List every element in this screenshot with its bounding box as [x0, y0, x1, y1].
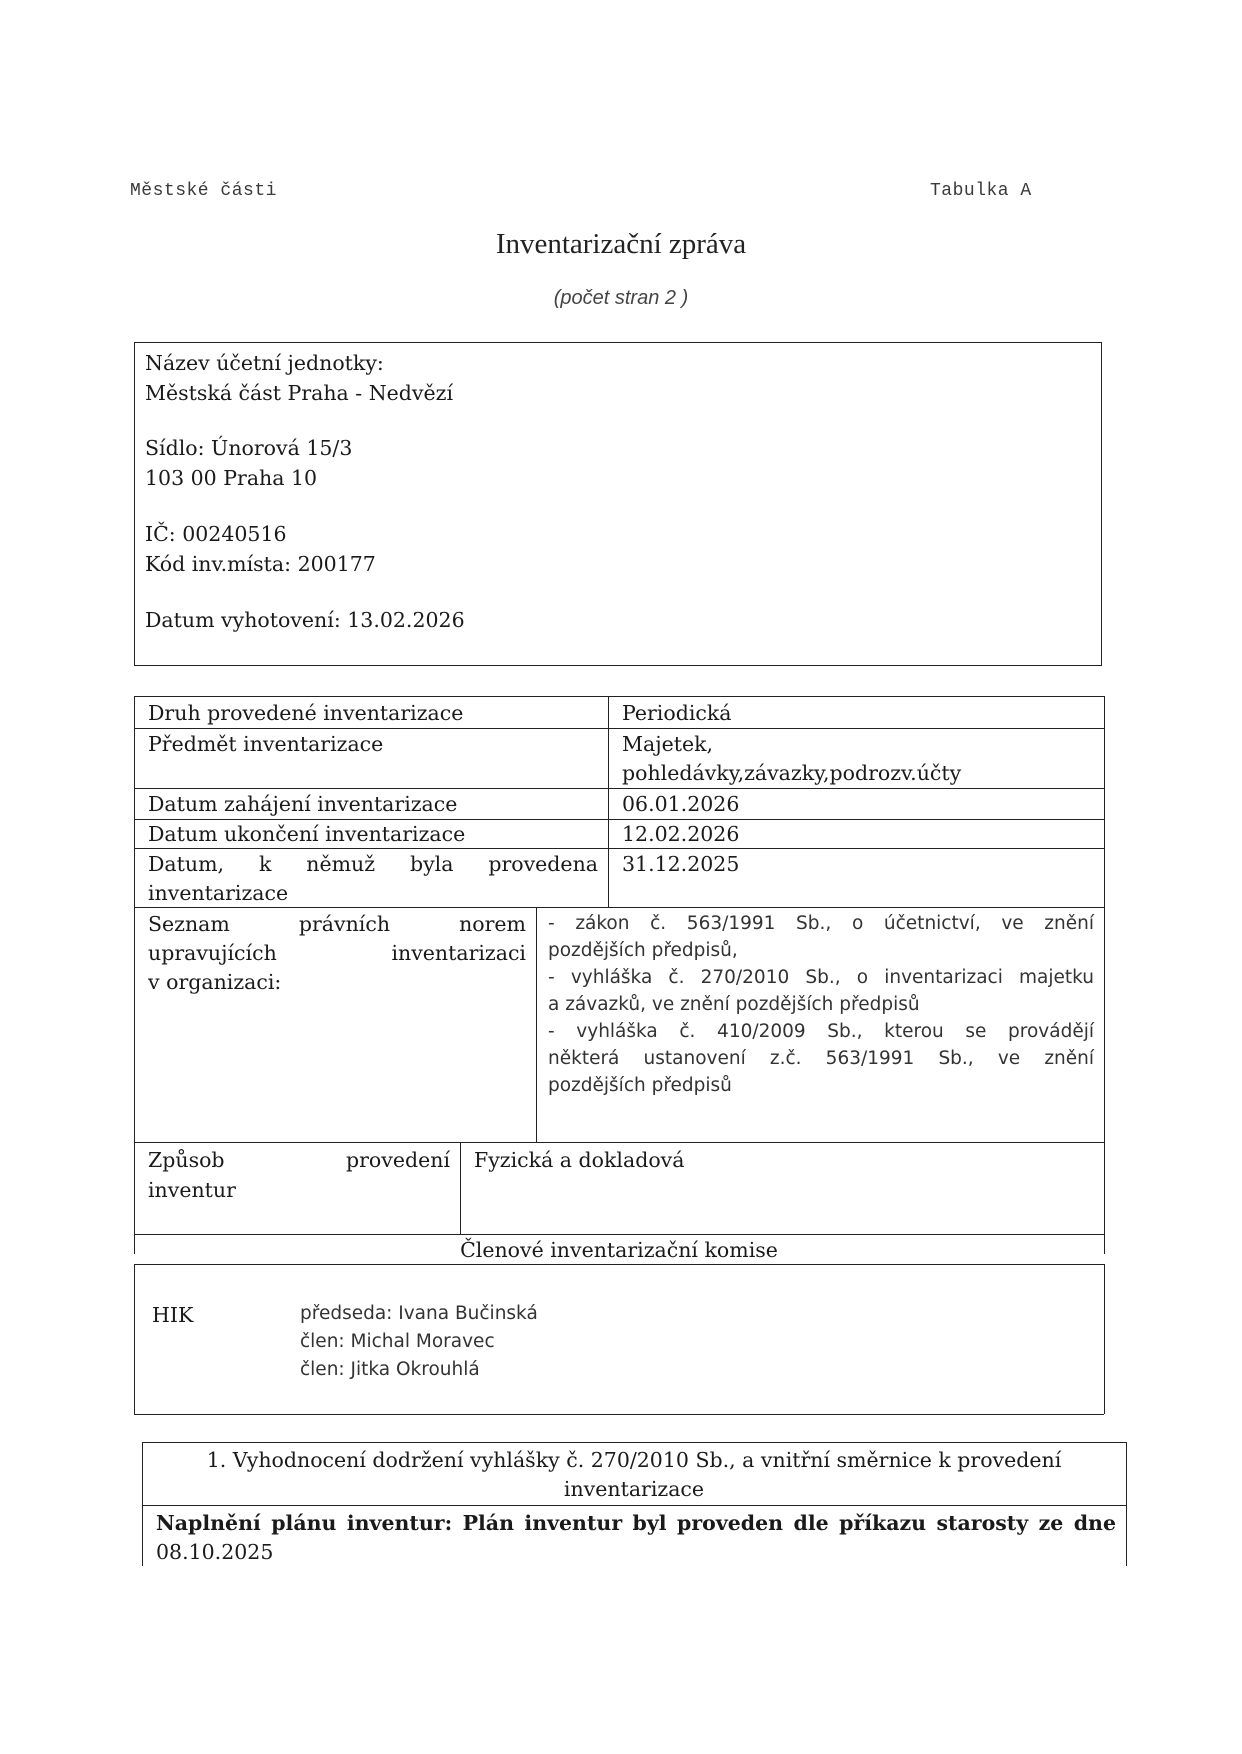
- unit-address-line1: Sídlo: Únorová 15/3: [145, 436, 353, 460]
- section-rule: [142, 1505, 1126, 1506]
- end-value: 12.02.2026: [622, 822, 740, 846]
- subject-label: Předmět inventarizace: [148, 732, 384, 756]
- law-line: - vyhláška č. 410/2009 Sb., kterou se provádějí: [548, 1021, 1094, 1042]
- start-label: Datum zahájení inventarizace: [148, 792, 458, 816]
- law-line: - vyhláška č. 270/2010 Sb., o inventarizaci majetku: [548, 967, 1094, 988]
- commission-member: člen: Michal Moravec: [300, 1331, 495, 1352]
- section-1-heading-line2: inventarizace: [563, 1477, 705, 1501]
- commission-heading: Členové inventarizační komise: [460, 1238, 778, 1262]
- plan-text-line2: 08.10.2025: [156, 1540, 274, 1564]
- method-value: Fyzická a dokladová: [474, 1148, 685, 1172]
- unit-date: Datum vyhotovení: 13.02.2026: [145, 608, 465, 632]
- type-value: Periodická: [622, 701, 732, 725]
- asof-label-line2: inventarizace: [148, 881, 289, 905]
- unit-ic: IČ: 00240516: [145, 522, 287, 546]
- unit-address-line2: 103 00 Praha 10: [145, 466, 318, 490]
- page-title: Inventarizační zpráva: [495, 228, 747, 260]
- law-line: některá ustanovení z.č. 563/1991 Sb., ve znění: [548, 1048, 1094, 1069]
- section-1-heading-line1: 1. Vyhodnocení dodržení vyhlášky č. 270/2010 Sb., a vnitřní směrnice k provedení: [206, 1448, 1062, 1472]
- unit-name-value: Městská část Praha - Nedvězí: [145, 381, 454, 405]
- law-line: a závazků, ve znění pozdějších předpisů: [548, 994, 920, 1015]
- plan-text-line1: Naplnění plánu inventur: Plán inventur byl proveden dle příkazu starosty ze dne: [156, 1511, 1116, 1535]
- header-table-label: Tabulka A: [930, 181, 1032, 201]
- law-line: pozdějších předpisů: [548, 1075, 732, 1096]
- page-count: (počet stran 2 ): [553, 287, 689, 309]
- commission-member: předseda: Ivana Bučinská: [300, 1303, 538, 1324]
- commission-code: HIK: [152, 1303, 194, 1327]
- unit-name-label: Název účetní jednotky:: [145, 351, 384, 375]
- subject-value-line2: pohledávky,závazky,podrozv.účty: [622, 761, 962, 785]
- method-label-line1: Způsob provedení: [148, 1148, 450, 1172]
- subject-value-line1: Majetek,: [622, 732, 714, 756]
- method-label-line2: inventur: [148, 1178, 236, 1202]
- header-municipality: Městské části: [130, 181, 277, 201]
- unit-inv-code: Kód inv.místa: 200177: [145, 552, 376, 576]
- commission-member: člen: Jitka Okrouhlá: [300, 1359, 480, 1380]
- laws-label-line2: upravujících inventarizaci: [148, 941, 526, 965]
- asof-label-line1: Datum, k němuž byla provedena: [148, 852, 598, 876]
- laws-label-line1: Seznam právních norem: [148, 912, 526, 936]
- law-line: - zákon č. 563/1991 Sb., o účetnictví, ve znění: [548, 913, 1094, 934]
- law-line: pozdějších předpisů,: [548, 940, 738, 961]
- start-value: 06.01.2026: [622, 792, 740, 816]
- laws-label-line3: v organizaci:: [148, 970, 282, 994]
- section-rule: [142, 1442, 1126, 1443]
- asof-value: 31.12.2025: [622, 852, 740, 876]
- section-border-right: [1126, 1442, 1127, 1566]
- end-label: Datum ukončení inventarizace: [148, 822, 466, 846]
- type-label: Druh provedené inventarizace: [148, 701, 464, 725]
